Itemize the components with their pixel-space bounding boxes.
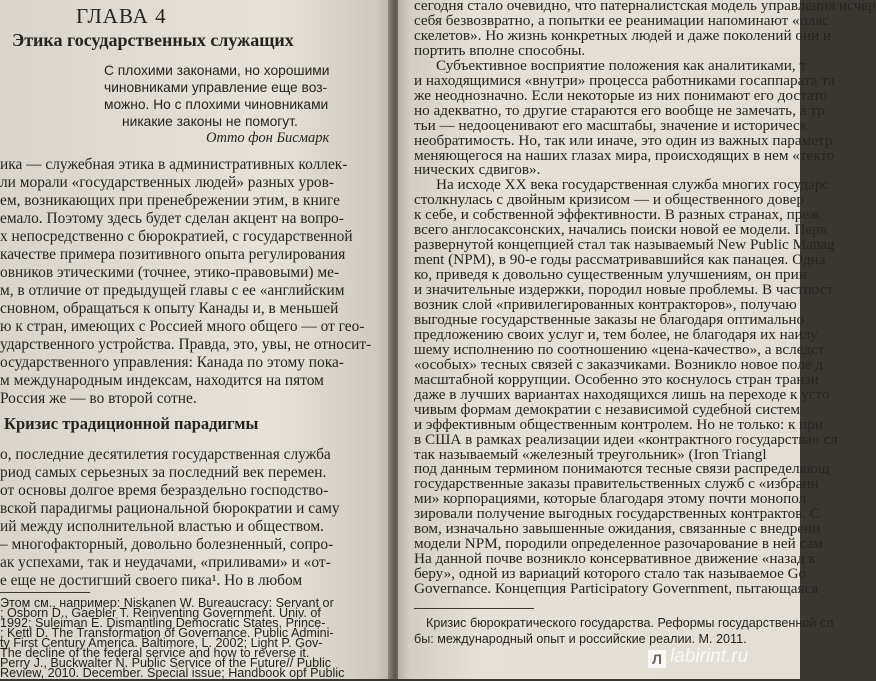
text-line: ми» корпорациями, которые благодаря этому почти монопол xyxy=(414,490,807,508)
text-line: развернутой концепцией стал так называемый New Public Manag xyxy=(414,236,835,254)
text-line: государственные заказы правительственных служб с «избранн xyxy=(414,475,819,493)
text-line: столкнулась с двойным кризисом — и общественного довер xyxy=(414,191,804,209)
text-line: вской парадигмы рациональной бюрократии и саму xyxy=(0,500,340,517)
footnote-line: Этом см., например: Niskanen W. Bureaucracy: Servant or xyxy=(0,596,334,610)
text-line: нических сдвигов». xyxy=(414,161,541,179)
text-line: возник слой «привилегированных контракторов», получаю xyxy=(414,296,797,313)
text-line: и находящимися «внутри» процесса работниками госаппарата та xyxy=(414,71,835,89)
text-line: Governance. Концепция Participatory Government, пытающаяся xyxy=(414,580,819,598)
footnote-line: Perry J., Buckwalter N. Public Service of the Future// Public xyxy=(0,656,332,670)
text-line: беру», одной из вариаций которого стало так называемое Go xyxy=(414,565,807,583)
footnote-line: бы: международный опыт и российские реалии. М. 2011. xyxy=(414,632,747,646)
watermark-logo-icon: Л xyxy=(648,650,666,668)
text-line: ударственного устройства. Правда, это, увы, не относит- xyxy=(0,336,372,353)
text-line: ко, приведя к довольно существенным улучшениям, он прин xyxy=(414,266,807,284)
text-line: м международным индексам, находится на пятом xyxy=(0,372,324,389)
text-line: риод самых серьезных за последний век перемен. xyxy=(0,464,327,481)
section-title: Кризис традиционной парадигмы xyxy=(4,414,259,433)
text-line: ю к стран, имеющих с Россией много общего — от гео- xyxy=(0,318,365,335)
text-line: чивым формам демократии с независимой судебной систем xyxy=(414,400,800,418)
text-line: «особых» тесных связей с заказчиками. Возникло новое поле д xyxy=(414,355,824,373)
footnote-divider xyxy=(0,592,90,593)
right-page xyxy=(398,0,876,679)
text-line: ли морали «государственных людей» разных уров- xyxy=(0,174,335,191)
text-line: необратимость. Но, так или иначе, это один из важных параметр xyxy=(414,131,833,149)
text-line: от основы долгое время безраздельно господство- xyxy=(0,482,329,499)
text-line: ий между исполнительной властью и обществом. xyxy=(0,518,324,535)
text-line: предложению своих услуг и, тем более, не благодаря их наилу xyxy=(414,325,818,343)
text-line: себя безвозвратно, а попытки ее реанимации напоминают «пляс xyxy=(414,11,830,29)
text-line: модели NPM, породили определенное разочарование в ней сам xyxy=(414,535,823,553)
text-line: На данной почве возникло консервативное движение «назад к xyxy=(414,550,816,568)
text-line: зировали получение выгодных государственных контрактов. С xyxy=(414,505,821,523)
chapter-label: ГЛАВА 4 xyxy=(76,4,167,28)
text-line: и эффективным общественным контролем. Но не только: к при xyxy=(414,415,824,433)
text-line: даже в лучших вариантах находящихся лишь на переходе к усто xyxy=(414,385,830,403)
text-line: сновном, обращаться к опыту Канады и, в меньшей xyxy=(0,300,339,317)
footnote-line: ty First Century America. Baltimore, L. 2002; Light P. Gov- xyxy=(0,636,323,650)
chapter-title: Этика государственных служащих xyxy=(12,30,294,50)
text-line: выгодные государственные заказы не благодаря оптимально xyxy=(414,310,805,328)
text-line: х непосредственно с бюрократией, с государственной xyxy=(0,228,353,245)
footnote-line: The decline of the federal service and how to reverse it. xyxy=(0,646,310,660)
text-line: овников этическими (точнее, этико-правовыми) ме- xyxy=(0,264,340,281)
text-line: На исходе XX века государственная служба многих государс xyxy=(436,176,830,194)
text-line: так называемый «железный треугольник» (Iron Triangl xyxy=(414,445,767,463)
text-line: и значительные издержки, породил новые проблемы. В частност xyxy=(414,281,834,299)
text-line: ment (NPM), в 90-е годы рассматривавшийся как панацея. Одна xyxy=(414,251,826,269)
epigraph-line: чиновниками управление еще воз- xyxy=(104,80,328,95)
watermark-text: labirint.ru xyxy=(670,646,749,667)
footnote-line: 1992; Suleiman E. Dismantling Democratic States. Prince- xyxy=(0,616,326,630)
watermark xyxy=(648,646,748,668)
text-line: – многофакторный, довольно болезненный, сопро- xyxy=(0,536,334,553)
text-line: под данным термином понимаются тесные связи распределяющ xyxy=(414,460,830,478)
left-page xyxy=(0,0,392,679)
text-line: всего англосаксонских, начались поиски новой ее модели. Перв xyxy=(414,221,827,239)
text-line: к себе, и собственной эффективности. В разных странах, преж xyxy=(414,206,820,224)
text-line: же неоднозначно. Если некоторые из них понимают его достато xyxy=(414,86,828,104)
text-line: меняющегося на наших глазах мира, происходящих в нем «текто xyxy=(414,146,835,164)
footnote-divider xyxy=(414,608,534,609)
text-line: тьи — недооценивают его масштабы, значение и историческ xyxy=(414,116,808,134)
footnote-line: Review, 2010. December. Special issue; Handbook opf Public xyxy=(0,666,345,680)
epigraph-line: можно. Но с плохими чиновниками xyxy=(104,97,329,112)
text-line: сегодня стало очевидно, что патерналистская модель управления исчер xyxy=(414,0,876,14)
text-line: ем, возникающих при пренебрежении этим, в книге xyxy=(0,192,340,209)
text-line: портить вполне способны. xyxy=(414,41,586,59)
text-line: е еще не достигший своего пика¹. Но в любом xyxy=(0,572,303,589)
epigraph-line: С плохими законами, но хорошими xyxy=(104,63,330,78)
text-line: но адекватно, то другие стараются его вообще не замечать, а тр xyxy=(414,101,825,119)
footnote-line: ; Kettl D. The Transformation of Governance. Public Admini- xyxy=(0,626,334,640)
text-line: вом, изначально завышенные ожидания, связанные с внедрени xyxy=(414,520,821,538)
text-line: ика — служебная этика в административных коллек- xyxy=(0,156,348,173)
text-line: осударственного управления: Канада по этому пока- xyxy=(0,354,344,371)
text-line: масштабной коррупции. Особенно это коснулось стран транзи xyxy=(414,370,819,388)
text-line: скелетов». Но жизнь конкретных людей и даже поколений они и xyxy=(414,26,832,44)
text-line: ак успехами, так и неудачами, «приливами» и «от- xyxy=(0,554,331,571)
text-line: в США в рамках реализации идеи «контрактного государства» сл xyxy=(414,430,838,448)
footnote-line: ; Osborn D., Gaebler T. Reinventing Government. Univ. of xyxy=(0,606,321,620)
epigraph-line: никакие законы не помогут. xyxy=(122,114,298,129)
text-line: Субъективное восприятие положения как аналитиками, т xyxy=(436,56,807,74)
epigraph-author: Отто фон Бисмарк xyxy=(206,130,330,146)
text-line: качестве примера позитивного опыта регулирования xyxy=(0,246,346,263)
text-line: о, последние десятилетия государственная служба xyxy=(0,446,331,463)
text-line: м, в отличие от предыдущей главы с ее «английским xyxy=(0,282,345,299)
text-line: Россия же — во второй сотне. xyxy=(0,390,197,407)
footnote-line: Кризис бюрократического государства. Реформы государственной сл xyxy=(426,616,834,630)
text-line: шему исполнению по соотношению «цена-качество», а вследст xyxy=(414,340,825,358)
text-line: емало. Поэтому здесь будет сделан акцент на вопро- xyxy=(0,210,344,227)
